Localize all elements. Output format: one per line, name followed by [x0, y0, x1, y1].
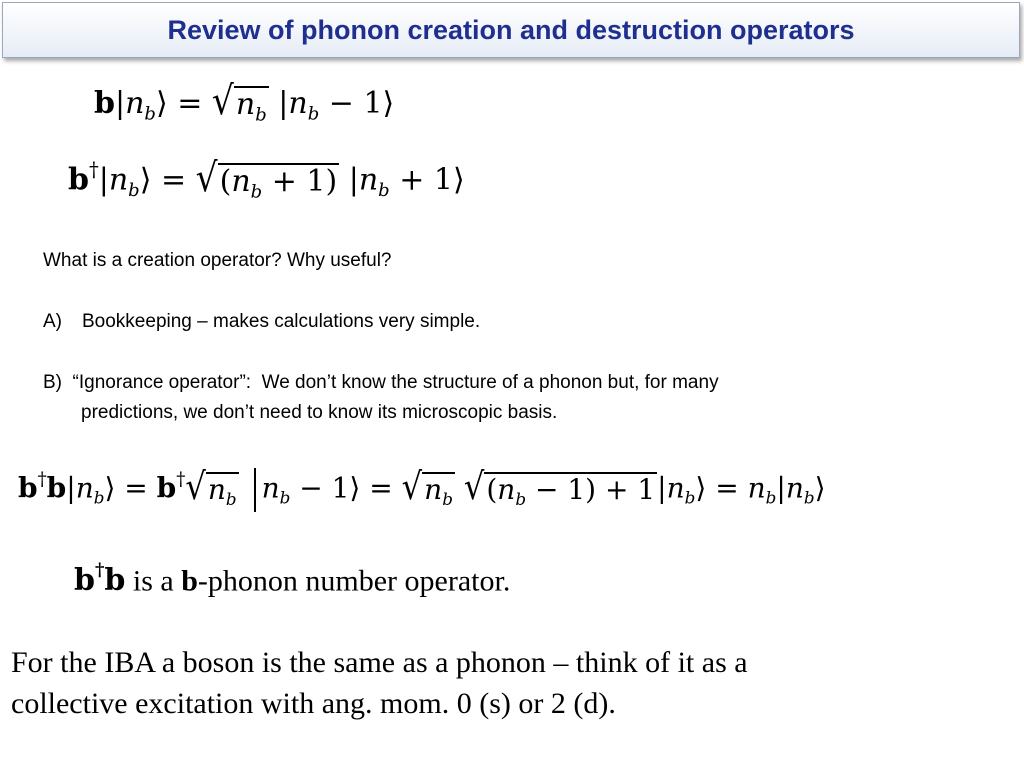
conclusion-line1: For the IBA a boson is the same as a phonon – think of it as a [11, 646, 748, 679]
title-bar [2, 2, 1020, 58]
number-operator-symbol: b†b [74, 560, 126, 599]
slide-title: Review of phonon creation and destruction operators [167, 14, 855, 45]
equation-number-derivation: $b^\dagger b|n_b⟩ = b^\dagger$ √ $n_b$ $n_b$ − 1⟩ = √ $n_b$ √ $(n_b - 1) + 1$ $|n_b⟩$ = $n_b|n_b⟩$ [18, 468, 826, 512]
question-text: What is a creation operator? Why useful? [43, 250, 392, 271]
list-item-b [43, 368, 719, 429]
number-operator-text-after: -phonon number operator. [197, 564, 511, 598]
number-operator-bold-b: b [181, 564, 198, 598]
equation-creation: $b^\dagger|n_b⟩$ = √ $(n_b + 1)$ $|n_b$ + 1⟩ [68, 155, 465, 202]
list-text-b-line2: predictions, we don’t need to know its microscopic basis. [81, 402, 558, 424]
list-marker-a: A) [43, 311, 62, 332]
equation-annihilation: $b|n_b⟩$ = √ $n_b$ $|n_b$ − 1⟩ [94, 78, 395, 126]
conclusion-line2: collective excitation with ang. mom. 0 (s) or 2 (d). [11, 687, 616, 721]
number-operator-line [74, 559, 510, 601]
list-text-a: Bookkeeping – makes calculations very simple. [82, 311, 481, 332]
conclusion-text [11, 642, 748, 724]
list-text-b-line1: B) “Ignorance operator”: We don’t know the structure of a phonon but, for many [43, 372, 719, 393]
list-item-a [43, 307, 481, 337]
number-operator-text-before: is a [125, 564, 182, 598]
